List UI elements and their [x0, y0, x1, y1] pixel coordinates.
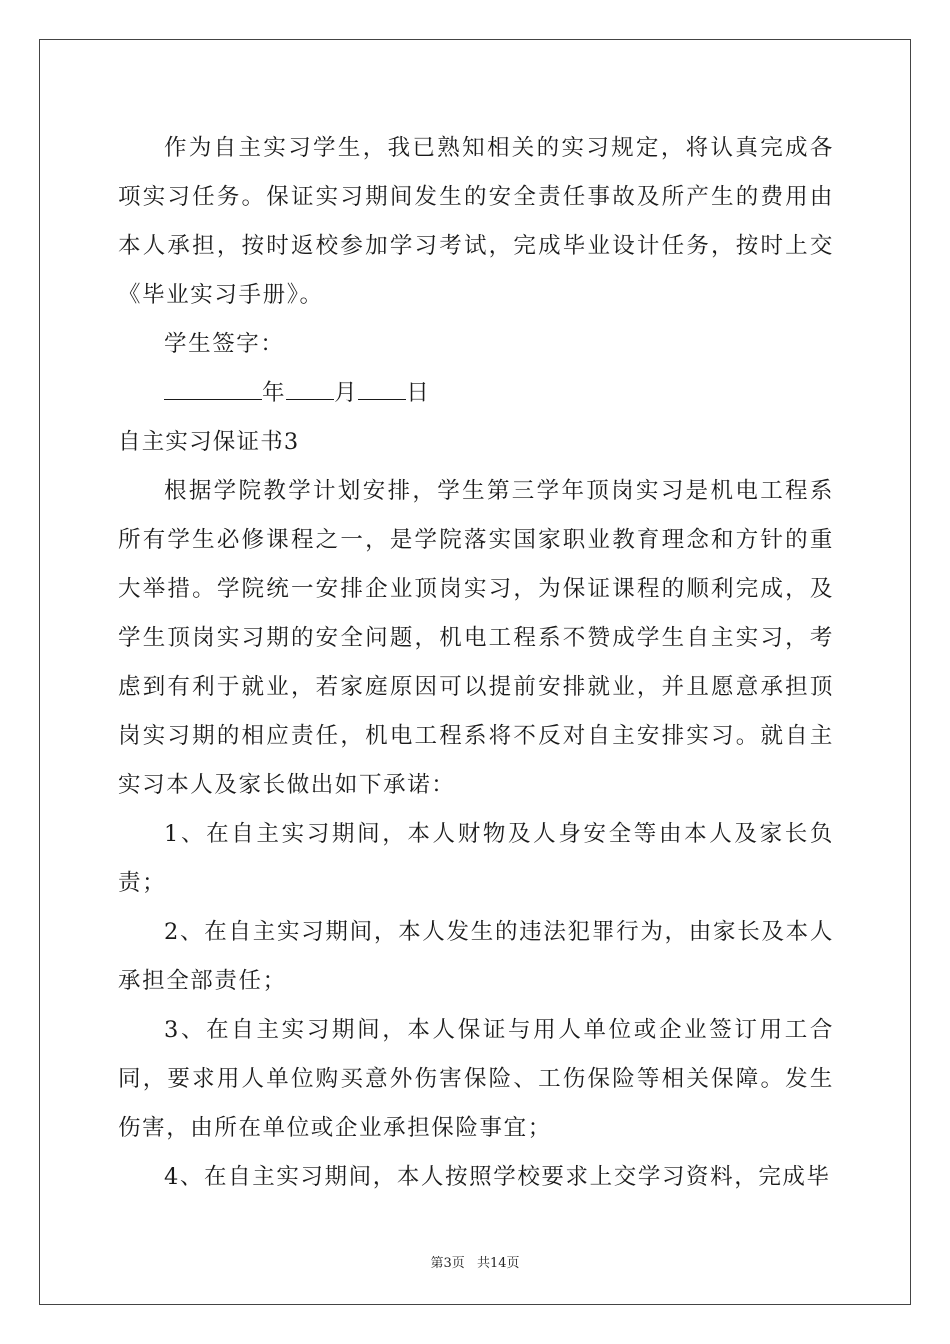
day-blank	[358, 377, 406, 400]
list-item-4: 4、在自主实习期间，本人按照学校要求上交学习资料，完成毕	[164, 1164, 831, 1190]
page-number: 第3页	[430, 1256, 465, 1271]
section-heading: 自主实习保证书3	[118, 429, 300, 455]
total-pages: 共14页	[476, 1256, 520, 1271]
page-footer	[0, 1252, 950, 1271]
date-line	[118, 369, 834, 418]
month-label: 月	[334, 380, 359, 406]
month-blank	[286, 377, 334, 400]
list-item-2: 2、在自主实习期间，本人发生的违法犯罪行为，由家长及本人承担全部责任；	[118, 919, 834, 994]
paragraph-commitment: 作为自主实习学生，我已熟知相关的实习规定，将认真完成各项实习任务。保证实习期间发生的安全责任事故及所产生的费用由本人承担，按时返校参加学习考试，完成毕业设计任务，按时上交《毕业实习手册》。	[118, 135, 834, 308]
day-label: 日	[406, 380, 431, 406]
list-item-1: 1、在自主实习期间，本人财物及人身安全等由本人及家长负责；	[118, 821, 834, 896]
list-item-3: 3、在自主实习期间，本人保证与用人单位或企业签订用工合同，要求用人单位购买意外伤害保险、工伤保险等相关保障。发生伤害，由所在单位或企业承担保险事宜；	[118, 1017, 834, 1141]
paragraph-background: 根据学院教学计划安排，学生第三学年顶岗实习是机电工程系所有学生必修课程之一，是学院落实国家职业教育理念和方针的重大举措。学院统一安排企业顶岗实习，为保证课程的顺利完成，及学生顶岗实习期的安全问题，机电工程系不赞成学生自主实习，考虑到有利于就业，若家庭原因可以提前安排就业，并且愿意承担顶岗实习期的相应责任，机电工程系将不反对自主安排实习。就自主实习本人及家长做出如下承诺：	[118, 478, 834, 798]
document-body	[118, 124, 834, 1202]
year-label: 年	[262, 380, 287, 406]
signature-label: 学生签字：	[164, 331, 285, 357]
year-blank	[164, 377, 262, 400]
